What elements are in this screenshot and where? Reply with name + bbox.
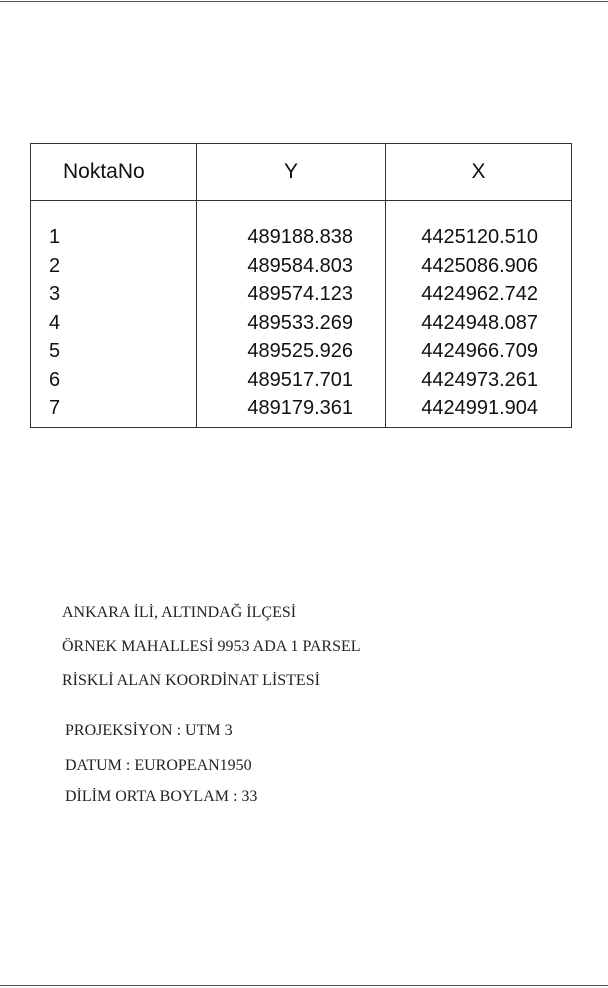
point-number-cell: 3: [49, 283, 61, 305]
page-bottom-border: [0, 985, 608, 986]
y-coordinate-cell: 489517.701: [247, 368, 353, 391]
info-central-meridian: DİLİM ORTA BOYLAM : 33: [65, 788, 258, 805]
point-number-cell: 2: [49, 254, 61, 277]
x-coordinate-cell: 4424991.904: [421, 397, 538, 419]
point-number-cell: 6: [49, 368, 61, 391]
y-coordinate-cell: 489584.803: [247, 254, 353, 277]
header-x: X: [386, 144, 572, 201]
point-number-cell: 4: [49, 311, 61, 334]
x-coordinate-cell: 4425120.510: [421, 226, 538, 248]
x-coordinate-cell: 4424973.261: [421, 368, 538, 391]
y-coordinate-cell: 489533.269: [247, 311, 353, 334]
x-coordinate-cell: 4425086.906: [421, 254, 538, 277]
info-datum: DATUM : EUROPEAN1950: [65, 757, 252, 774]
page-top-border: [0, 1, 608, 2]
point-number-cell: 7: [49, 397, 61, 419]
x-coordinate-cell: 4424966.709: [421, 340, 538, 362]
title-line-parcel: ÖRNEK MAHALLESİ 9953 ADA 1 PARSEL: [62, 638, 361, 655]
x-coordinate-cell: 4424948.087: [421, 311, 538, 334]
y-coordinate-cell: 489525.926: [247, 340, 353, 362]
y-coordinate-cell: 489179.361: [247, 397, 353, 419]
header-nokta-no: NoktaNo: [31, 144, 197, 201]
header-y: Y: [197, 144, 386, 201]
info-projection: PROJEKSİYON : UTM 3: [65, 722, 233, 739]
x-column: [386, 201, 572, 428]
coordinate-table: [30, 143, 572, 428]
y-coordinate-cell: 489188.838: [247, 226, 353, 248]
point-number-cell: 1: [49, 226, 61, 248]
table-header-row: [31, 144, 572, 201]
table-body-row: [31, 201, 572, 428]
nokta-no-column: [31, 201, 197, 428]
point-number-cell: 5: [49, 340, 61, 362]
y-coordinate-cell: 489574.123: [247, 283, 353, 305]
title-line-province: ANKARA İLİ, ALTINDAĞ İLÇESİ: [62, 604, 297, 621]
y-column: [197, 201, 386, 428]
title-line-list: RİSKLİ ALAN KOORDİNAT LİSTESİ: [62, 672, 320, 689]
x-coordinate-cell: 4424962.742: [421, 283, 538, 305]
